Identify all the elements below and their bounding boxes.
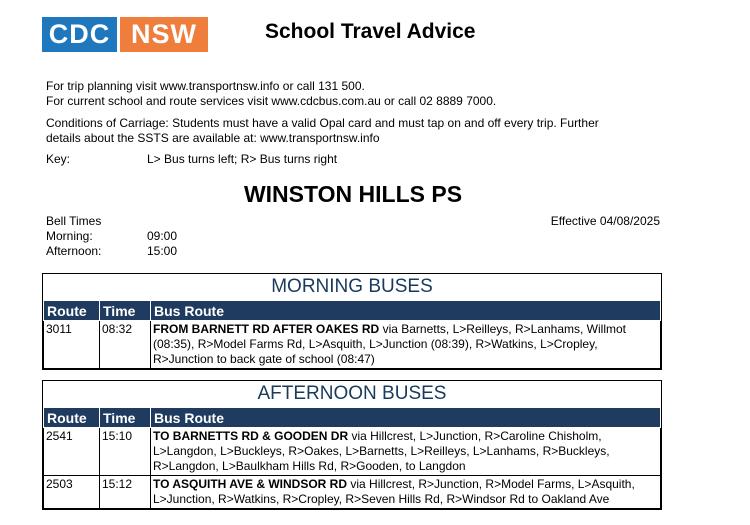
route-header: Route (44, 301, 100, 321)
school-name: WINSTON HILLS PS (243, 181, 463, 207)
table-header-row (44, 301, 661, 321)
route-number: 2503 (44, 476, 100, 509)
bus-route-header: Bus Route (151, 408, 661, 428)
route-detail: via Hillcrest, L>Junction, R>Caroline Chisholm, L>Langdon, L>Buckleys, R>Oakes, L>Barnetts, L>Reilleys, L>Lanhams, R>Buckleys, R>Langdon, L>Baulkham Hills Rd, R>Gooden, to Langdon (153, 429, 610, 473)
route-detail: via Hillcrest, R>Junction, R>Model Farms, L>Asquith, L>Junction, R>Watkins, R>Cropley, R>Seven Hills Rd, R>Windsor Rd to Oakland Ave (153, 477, 635, 506)
table-header-row (44, 408, 661, 428)
conditions-line-1: Conditions of Carriage: Students must have a valid Opal card and must tap on and off every trip. Further (46, 116, 599, 130)
table-row (44, 428, 661, 476)
route-number: 2541 (44, 428, 100, 476)
logo-cdc: CDC (42, 17, 117, 52)
route-description (151, 321, 661, 369)
departure-time: 08:32 (100, 321, 151, 369)
morning-bell-time: 09:00 (147, 229, 178, 243)
table-row (44, 321, 661, 369)
afternoon-buses-section (42, 380, 662, 510)
departure-time: 15:12 (100, 476, 151, 509)
morning-buses-section (42, 273, 662, 370)
morning-buses-title: MORNING BUSES (271, 276, 433, 297)
route-number: 3011 (44, 321, 100, 369)
effective-date: Effective 04/08/2025 (550, 214, 660, 228)
school-services-line: For current school and route services visit www.cdcbus.com.au or call 02 8889 7000. (46, 94, 497, 108)
route-description (151, 476, 661, 509)
morning-label: Morning: (46, 229, 93, 243)
route-detail: via Barnetts, L>Reilleys, R>Lanhams, Willmot (08:35), R>Model Farms Rd, L>Asquith, L>Junction (08:39), R>Watkins, L>Cropley, R>Junction to back gate of school (08:47) (153, 322, 626, 366)
key-text: L> Bus turns left; R> Bus turns right (147, 152, 338, 166)
time-header: Time (100, 301, 151, 321)
route-lead: TO ASQUITH AVE & WINDSOR RD (153, 477, 348, 491)
route-lead: TO BARNETTS RD & GOODEN DR (153, 429, 349, 443)
bell-times-label: Bell Times (46, 214, 102, 228)
afternoon-buses-table (43, 407, 661, 509)
key-label: Key: (46, 152, 71, 166)
logo-nsw: NSW (120, 17, 208, 52)
document-title: School Travel Advice (265, 20, 476, 43)
afternoon-label: Afternoon: (46, 244, 102, 258)
conditions-line-2: details about the SSTS are available at: www.transportnsw.info (46, 131, 380, 145)
afternoon-bell-time: 15:00 (147, 244, 178, 258)
route-description (151, 428, 661, 476)
route-header: Route (44, 408, 100, 428)
time-header: Time (100, 408, 151, 428)
morning-buses-table (43, 300, 661, 369)
afternoon-buses-title: AFTERNOON BUSES (257, 383, 447, 404)
table-row (44, 476, 661, 509)
bus-route-header: Bus Route (151, 301, 661, 321)
trip-planning-line: For trip planning visit www.transportnsw.info or call 131 500. (46, 79, 365, 93)
cdc-nsw-logo (42, 17, 208, 52)
departure-time: 15:10 (100, 428, 151, 476)
route-lead: FROM BARNETT RD AFTER OAKES RD (153, 322, 380, 336)
